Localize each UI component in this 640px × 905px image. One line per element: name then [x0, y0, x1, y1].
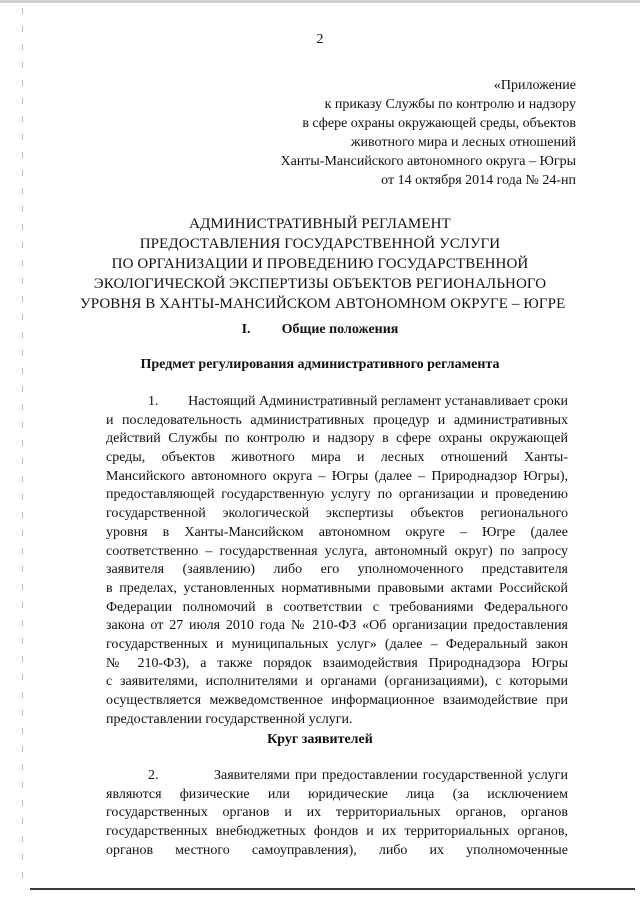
appendix-line: Ханты-Мансийского автономного округа – Югры: [280, 154, 576, 169]
title-line: ПО ОРГАНИЗАЦИИ И ПРОВЕДЕНИЮ ГОСУДАРСТВЕННОЙ: [111, 256, 529, 272]
paragraph-line: № 210-ФЗ), а также порядок взаимодействия Природнадзора Югры: [106, 655, 568, 671]
paragraph-1: [106, 393, 568, 729]
subheading-subject: Предмет регулирования административного регламента: [140, 357, 500, 372]
paragraph-number: 1.: [148, 394, 159, 409]
paragraph-line: являются физические или юридические лица (за исключением: [106, 786, 568, 802]
page-number: 2: [316, 32, 324, 47]
paragraph-line: предоставляющей государственную услугу по организации и проведению: [106, 487, 568, 503]
paragraph-line: закона от 27 июля 2010 года № 210-ФЗ «Об организации предоставления: [106, 618, 568, 634]
paragraph-line: 2. Заявителями при предоставлении государственной услуги: [106, 767, 568, 786]
paragraph-2: [106, 767, 568, 860]
paragraph-line: и последовательность административных процедур и административных: [106, 412, 568, 428]
paragraph-number: 2.: [148, 768, 159, 783]
section-heading: [0, 322, 640, 338]
appendix-line: от 14 октября 2014 года № 24-нп: [381, 173, 576, 188]
paragraph-line: государственной экологической экспертизы объектов регионального: [106, 506, 568, 522]
title-line: УРОВНЯ В ХАНТЫ-МАНСИЙСКОМ АВТОНОМНОМ ОКРУГЕ – ЮГРЕ: [80, 296, 566, 312]
appendix-line: к приказу Службы по контролю и надзору: [324, 97, 576, 112]
paragraph-line: предоставлении государственной услуги.: [106, 711, 353, 727]
paragraph-line: Федерации полномочий в соответствии с требованиями Федерального: [106, 599, 568, 615]
paragraph-line: осуществляется межведомственное информационное взаимодействие при: [106, 693, 568, 708]
paragraph-line: Мансийского автономного округа – Югры (далее – Природнадзор Югры),: [106, 468, 568, 484]
paragraph-line: государственных органов и их территориальных органов, органов: [106, 805, 568, 821]
appendix-line: животного мира и лесных отношений: [350, 135, 576, 150]
title-line: ЭКОЛОГИЧЕСКОЙ ЭКСПЕРТИЗЫ ОБЪЕКТОВ РЕГИОНАЛЬНОГО: [93, 276, 547, 292]
appendix-line: «Приложение: [493, 78, 576, 93]
title-line: ПРЕДОСТАВЛЕНИЯ ГОСУДАРСТВЕННОЙ УСЛУГИ: [139, 236, 501, 252]
document-title: [80, 214, 566, 314]
paragraph-line: заявителя (заявлению) либо его уполномоченного представителя: [106, 562, 568, 578]
paragraph-line: в пределах, установленных нормативными правовыми актами Российской: [106, 580, 568, 596]
paragraph-line: соответственно – государственная услуга, автономный округ) по запросу: [106, 543, 568, 559]
paragraph-line: 1. Настоящий Административный регламент устанавливает сроки: [106, 393, 568, 412]
appendix-line: в сфере охраны окружающей среды, объектов: [302, 116, 576, 131]
paragraph-line: уровня в Ханты-Мансийском автономном округе – Югре (далее: [106, 524, 568, 540]
paragraph-line: действий Службы по контролю и надзору в сфере охраны окружающей: [106, 431, 568, 447]
paragraph-line: органов местного самоуправления), либо их уполномоченные: [106, 842, 568, 858]
title-line: АДМИНИСТРАТИВНЫЙ РЕГЛАМЕНТ: [189, 216, 451, 232]
paragraph-line: с заявителями, исполнителями и органами (организациями), с которыми: [106, 674, 568, 690]
paragraph-line: государственных и муниципальных услуг» (далее – Федеральный закон: [106, 636, 568, 652]
appendix-block: [280, 76, 576, 190]
scan-edge-left: [22, 8, 23, 888]
paragraph-line: среды, объектов животного мира и лесных отношений Ханты-: [106, 450, 568, 466]
scan-edge-bottom: [30, 888, 635, 890]
paragraph-line: государственных внебюджетных фондов и их территориальных органов,: [106, 824, 568, 840]
section-title: Общие положения: [281, 322, 399, 337]
subheading-applicants: Круг заявителей: [267, 732, 373, 747]
scan-edge-top: [0, 0, 640, 3]
section-number: I.: [241, 322, 251, 337]
